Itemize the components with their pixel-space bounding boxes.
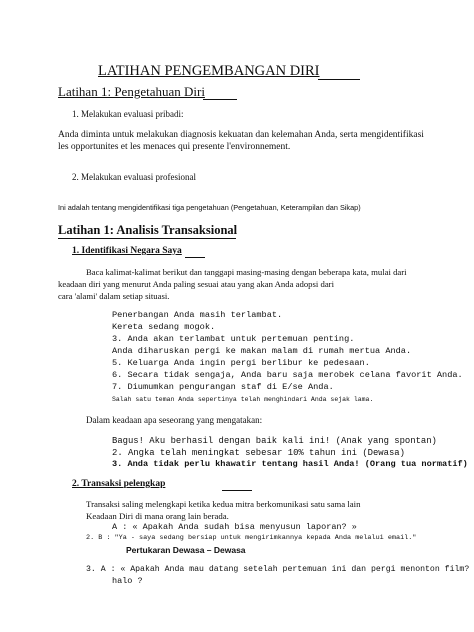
situation-item-8: Salah satu teman Anda sepertinya telah menghindari Anda sejak lama. (112, 396, 374, 403)
subsection-2-heading-text: 2. Transaksi pelengkap (72, 479, 166, 489)
subsection-1-underline (185, 257, 205, 258)
exchange-line-a: A : « Apakah Anda sudah bisa menyusun laporan? » (112, 522, 357, 532)
subsection-1-heading (72, 246, 182, 257)
subsection-2-text-line-2: Keadaan Diri di mana orang lain berada. (86, 511, 229, 521)
section-1-heading-underline (203, 99, 237, 100)
statement-2: 2. Angka telah meningkat sebesar 10% tahun ini (Dewasa) (112, 448, 405, 458)
situation-item-2: Kereta sedang mogok. (112, 322, 216, 332)
subsection-2-underline (222, 490, 252, 491)
section-1-item-2: 2. Melakukan evaluasi profesional (72, 172, 196, 182)
subsection-2-text-line-1: Transaksi saling melengkapi ketika kedua mitra berkomunikasi satu sama lain (86, 499, 361, 509)
section-1-item-1: 1. Melakukan evaluasi pribadi: (72, 109, 184, 119)
situation-item-4: Anda diharuskan pergi ke makan malam di rumah mertua Anda. (112, 346, 412, 356)
section-2-heading: Latihan 1: Analisis Transaksional (58, 223, 238, 237)
section-2-heading-underline (58, 238, 236, 239)
section-1-paragraph-line-1: Anda diminta untuk melakukan diagnosis kekuatan dan kelemahan Anda, serta mengidentifikasi (58, 130, 424, 140)
subsection-1-heading-text: 1. Identifikasi Negara Saya (72, 246, 182, 256)
subsection-1-intro-line-2: keadaan diri yang menurut Anda paling sesuai atau yang akan Anda adopsi dari (58, 279, 334, 289)
exchange-3-line-1: 3. A : « Apakah Anda mau datang setelah pertemuan ini dan pergi menonton film? (86, 565, 470, 574)
subsection-2-heading (72, 479, 165, 490)
statement-1: Bagus! Aku berhasil dengan baik kali ini! (Anak yang spontan) (112, 436, 437, 446)
section-1-note: Ini adalah tentang mengidentifikasi tiga pengetahuan (Pengetahuan, Keterampilan dan Sikap) (58, 203, 361, 212)
situation-item-3: 3. Anda akan terlambat untuk pertemuan penting. (112, 334, 355, 344)
exchange-3-line-2: halo ? (112, 576, 143, 586)
statement-3: 3. Anda tidak perlu khawatir tentang hasil Anda! (Orang tua normatif) (112, 459, 468, 469)
exchange-type-label: Pertukaran Dewasa – Dewasa (126, 545, 246, 555)
section-1-paragraph-line-2: les opportunites et les menaces qui presente l'environnement. (58, 142, 291, 152)
situation-item-7: 7. Diumumkan pengurangan staf di E/se Anda. (112, 382, 334, 392)
situation-item-6: 6. Secara tidak sengaja, Anda baru saja merobek celana favorit Anda. (112, 370, 463, 380)
document-title: LATIHAN PENGEMBANGAN DIRI (98, 63, 320, 79)
section-1-heading: Latihan 1: Pengetahuan Diri (58, 84, 205, 99)
subsection-1-intro-line-1: Baca kalimat-kalimat berikut dan tanggapi masing-masing dengan beberapa kata, mulai dari (86, 267, 407, 277)
situation-item-1: Penerbangan Anda masih terlambat. (112, 310, 283, 320)
subsection-1-intro-line-3: cara 'alami' dalam setiap situasi. (58, 291, 170, 301)
title-underline-extension (318, 79, 360, 80)
situation-item-5: 5. Keluarga Anda ingin pergi berlibur ke pedesaan. (112, 358, 370, 368)
exchange-line-b: 2. B : "Ya - saya sedang bersiap untuk mengirimkannya kepada Anda melalui email." (86, 534, 417, 542)
question-prompt: Dalam keadaan apa seseorang yang mengatakan: (86, 415, 263, 425)
